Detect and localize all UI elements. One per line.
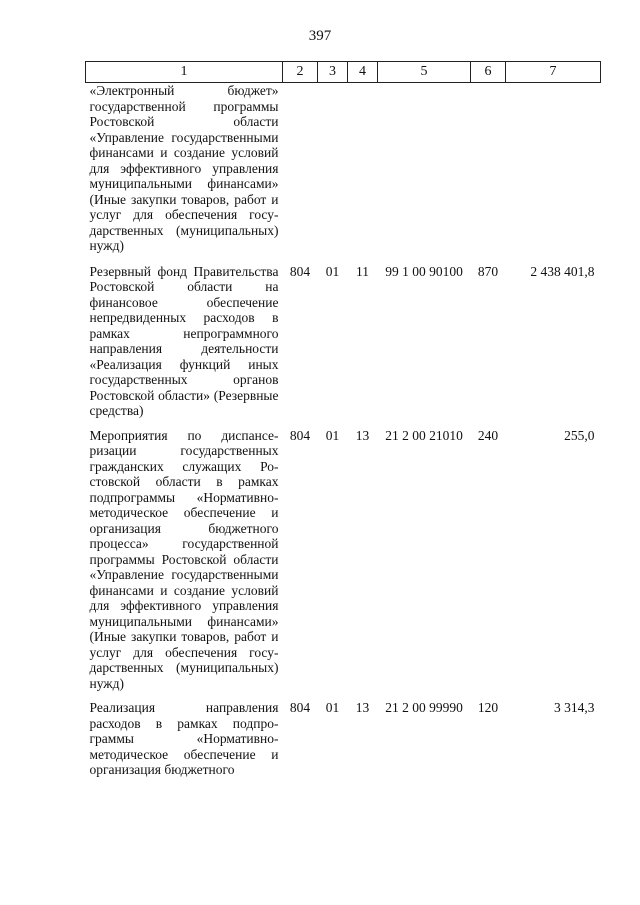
row-description: Реализация направления расходов в рамках подпрограммы «Нормативно-методическое обеспечение и организация бюджетного bbox=[89, 700, 279, 777]
header-col-3: 3 bbox=[318, 62, 348, 83]
header-col-2: 2 bbox=[283, 62, 318, 83]
header-col-4: 4 bbox=[348, 62, 378, 83]
row-target-item: 21 2 00 21010 bbox=[385, 427, 463, 443]
row-expense-type: 870 bbox=[477, 263, 499, 279]
row-amount: 2 438 401,8 bbox=[530, 263, 595, 279]
row-target-item: 21 2 00 99990 bbox=[385, 700, 463, 715]
row-section: 01 bbox=[325, 263, 340, 279]
row-section: 01 bbox=[325, 700, 340, 715]
row-code-admin: 804 bbox=[289, 700, 311, 715]
row-expense-type: 120 bbox=[477, 700, 499, 715]
row-code-admin: 804 bbox=[289, 263, 311, 279]
row-amount bbox=[506, 83, 601, 264]
row-description: Резервный фонд Правительства Ростовской области на финансовое обеспечение непредвиденных расходов в рамках непрограммного направления деятельности «Реализация функций иных государственных органов Ростовской области» (Резервные средства) bbox=[89, 263, 279, 418]
row-section bbox=[318, 83, 348, 264]
row-target-item bbox=[378, 83, 471, 264]
header-row bbox=[86, 62, 601, 83]
header-col-1: 1 bbox=[86, 62, 283, 83]
row-code-admin: 804 bbox=[289, 427, 311, 443]
row-code-admin bbox=[283, 83, 318, 264]
table-row bbox=[86, 83, 601, 264]
row-amount: 255,0 bbox=[564, 427, 595, 443]
row-description: Мероприятия по диспансеризации государственных гражданских служащих Ростовской области в рамках подпрограммы «Нормативно-методическое обеспечение и организация бюджетного процесса» государственной программы Ростовской области «Управление государственными финансами и создание условий для эффективного управления муниципальными финансами» (Иные закупки товаров, работ и услуг для обеспечения государственных (муниципальных) нужд) bbox=[89, 427, 279, 691]
row-subsection: 13 bbox=[355, 427, 370, 443]
table-row bbox=[86, 428, 601, 701]
page-number: 397 bbox=[308, 28, 332, 44]
table-row bbox=[86, 700, 601, 787]
row-description: «Электронный бюджет» государственной программы Ростовской области «Управление государственными финансами и создание условий для эффективного управления муниципальными финансами» (Иные закупки товаров, работ и услуг для обеспечения государственных (муниципальных) нужд) bbox=[89, 83, 279, 253]
budget-table bbox=[85, 61, 601, 787]
row-section: 01 bbox=[325, 427, 340, 443]
row-expense-type: 240 bbox=[477, 427, 499, 443]
header-col-6: 6 bbox=[471, 62, 506, 83]
row-target-item: 99 1 00 90100 bbox=[385, 263, 463, 279]
row-expense-type bbox=[471, 83, 506, 264]
row-subsection: 11 bbox=[356, 263, 369, 279]
header-col-5: 5 bbox=[378, 62, 471, 83]
row-subsection: 13 bbox=[355, 700, 370, 715]
row-amount: 3 314,3 bbox=[554, 700, 595, 715]
table-row bbox=[86, 264, 601, 428]
row-subsection bbox=[348, 83, 378, 264]
header-col-7: 7 bbox=[506, 62, 601, 83]
